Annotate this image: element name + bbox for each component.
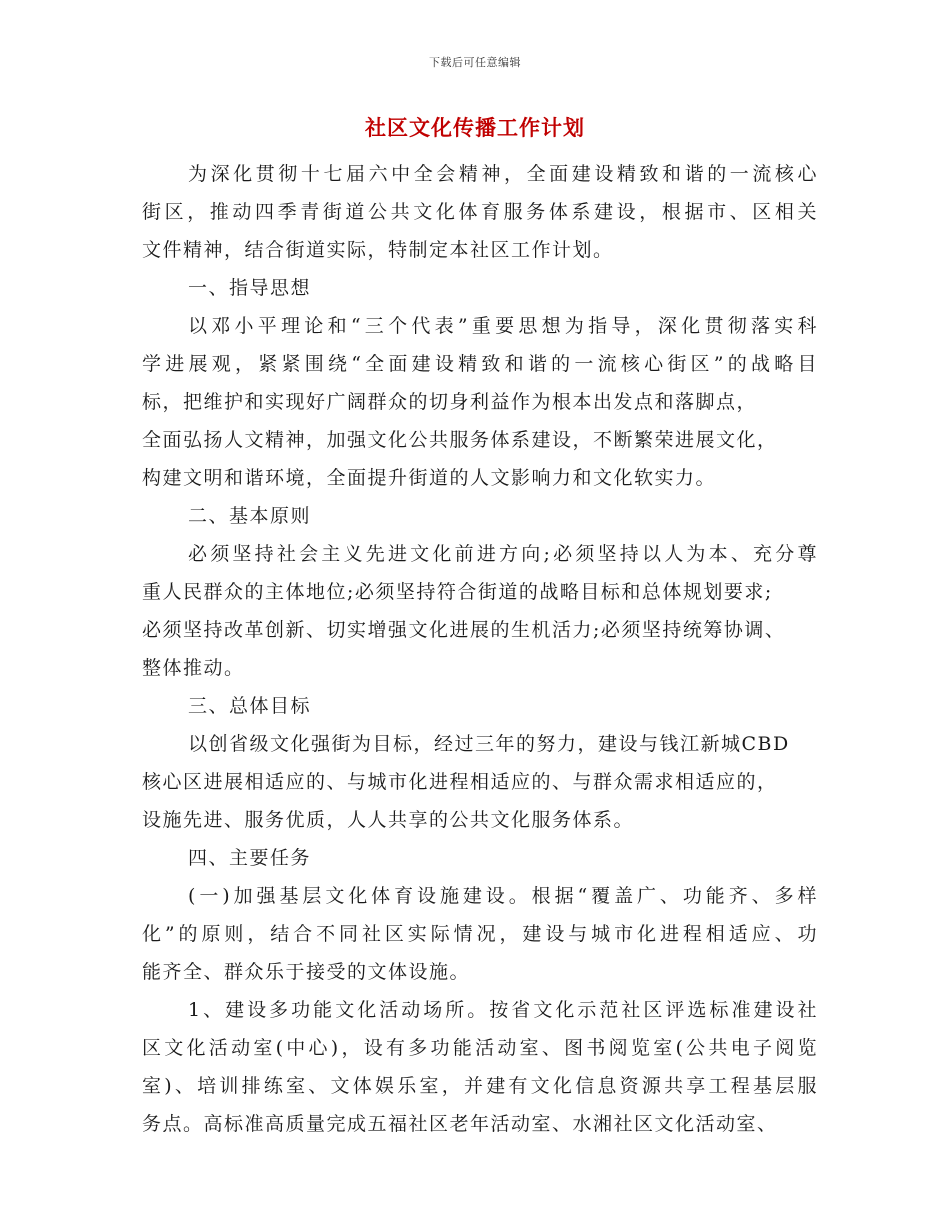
body-line: 以创省级文化强街为目标，经过三年的努力，建设与钱江新城CBD [188, 733, 790, 755]
body-line: 设施先进、服务优质，人人共享的公共文化服务体系。 [142, 809, 635, 831]
body-line: 标，把维护和实现好广阔群众的切身利益作为根本出发点和落脚点， [142, 391, 758, 413]
section-heading: 一、指导思想 [188, 277, 312, 299]
section-heading: 四、主要任务 [188, 847, 312, 869]
body-line: 务点。高标准高质量完成五福社区老年活动室、水湘社区文化活动室、 [142, 1113, 778, 1135]
body-line: 区文化活动室(中心)，设有多功能活动室、图书阅览室(公共电子阅览 [142, 1037, 818, 1059]
body-line: 学进展观，紧紧围绕“全面建设精致和谐的一流核心街区”的战略目 [142, 353, 818, 375]
body-line: 必须坚持改革创新、切实增强文化进展的生机活力;必须坚持统筹协调、 [142, 619, 786, 641]
body-line: 整体推动。 [142, 657, 245, 679]
body-line: 必须坚持社会主义先进文化前进方向;必须坚持以人为本、充分尊 [188, 543, 818, 565]
body-line: 重人民群众的主体地位;必须坚持符合街道的战略目标和总体规划要求; [142, 581, 773, 603]
header-note: 下载后可任意编辑 [429, 56, 521, 69]
body-line: 街区，推动四季青街道公共文化体育服务体系建设，根据市、区相关 [142, 201, 818, 223]
body-line: 全面弘扬人文精神，加强文化公共服务体系建设，不断繁荣进展文化， [142, 429, 778, 451]
document-body [142, 155, 818, 1143]
body-line: 1、建设多功能文化活动场所。按省文化示范社区评选标准建设社 [188, 999, 818, 1021]
body-line: 能齐全、群众乐于接受的文体设施。 [142, 961, 471, 983]
section-heading: 二、基本原则 [188, 505, 312, 527]
body-line: 化”的原则，结合不同社区实际情况，建设与城市化进程相适应、功 [142, 923, 818, 945]
body-line: 文件精神，结合街道实际，特制定本社区工作计划。 [142, 239, 614, 261]
body-line: 以邓小平理论和“三个代表”重要思想为指导，深化贯彻落实科 [188, 315, 818, 337]
body-line: (一)加强基层文化体育设施建设。根据“覆盖广、功能齐、多样 [188, 885, 818, 907]
body-line: 室)、培训排练室、文体娱乐室，并建有文化信息资源共享工程基层服 [142, 1075, 818, 1097]
body-line: 核心区进展相适应的、与城市化进程相适应的、与群众需求相适应的， [142, 771, 778, 793]
body-line: 为深化贯彻十七届六中全会精神，全面建设精致和谐的一流核心 [188, 163, 818, 185]
body-line: 构建文明和谐环境，全面提升街道的人文影响力和文化软实力。 [142, 467, 717, 489]
section-heading: 三、总体目标 [188, 695, 312, 717]
document-title: 社区文化传播工作计划 [365, 115, 585, 140]
